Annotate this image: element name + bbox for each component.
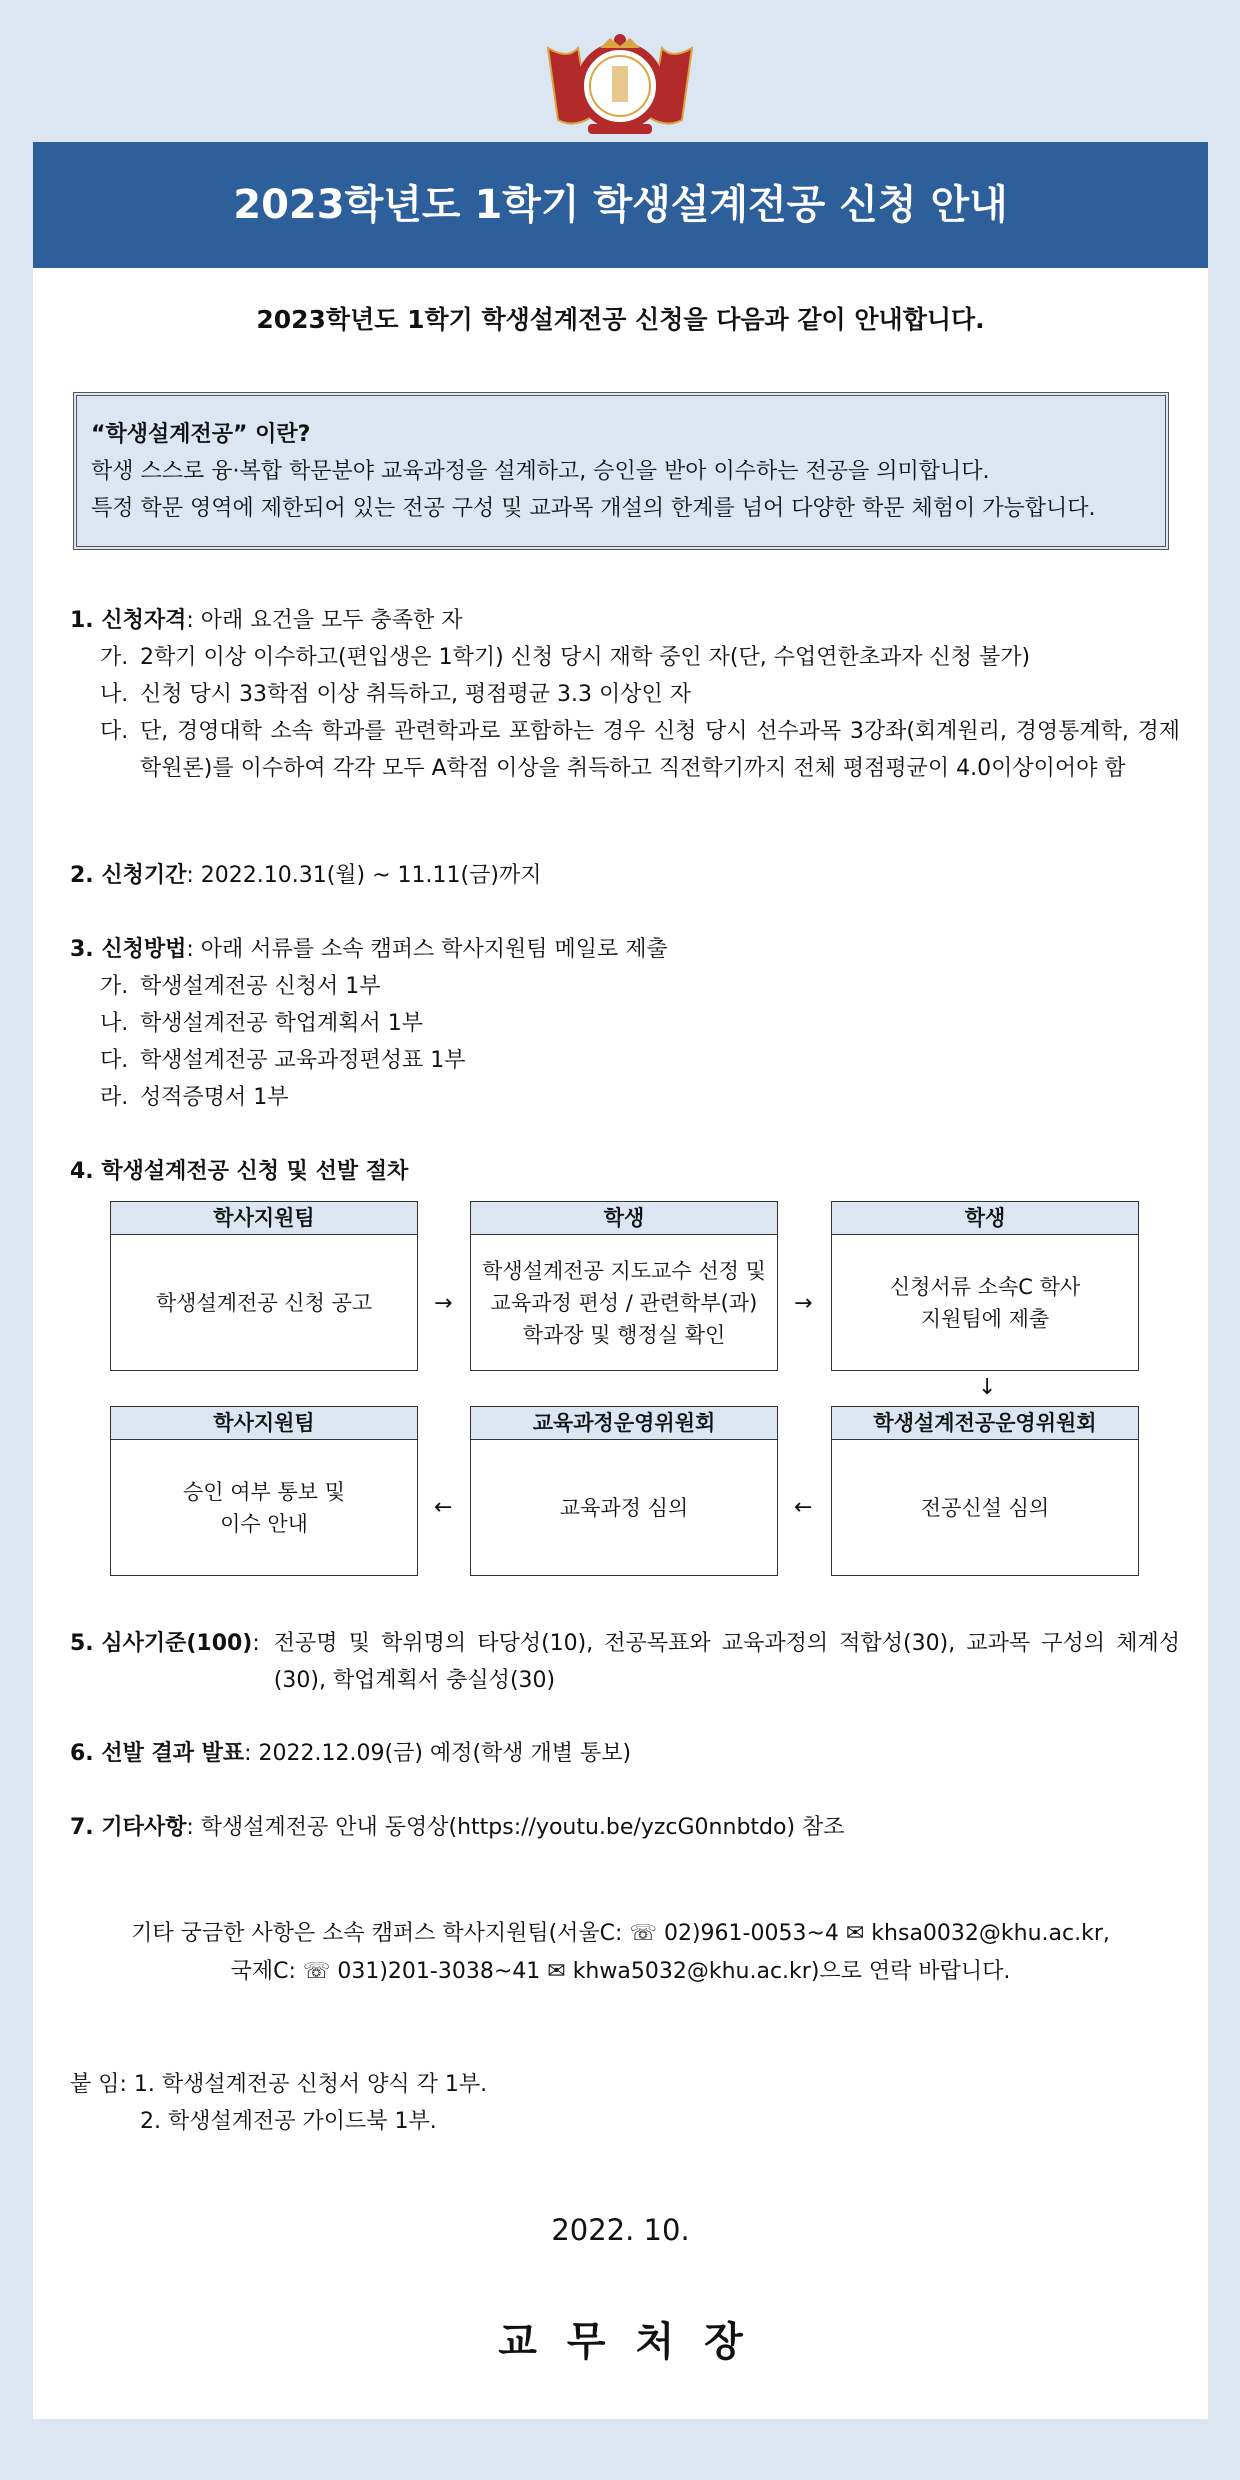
page-title: 2023학년도 1학기 학생설계전공 신청 안내 [33, 142, 1208, 268]
flow-step-curriculum [470, 1406, 778, 1576]
arrow-down-icon: ↓ [978, 1375, 997, 1400]
section-title: 2. 신청기간 [70, 863, 187, 888]
list-item [70, 1042, 1180, 1079]
flow-step-body: 승인 여부 통보 및 이수 안내 [182, 1480, 346, 1536]
issue-date: 2022. 10. [551, 2213, 690, 2247]
section-eligibility [70, 602, 1180, 787]
flow-step-head: 학생 [471, 1202, 777, 1235]
list-item [70, 713, 1180, 787]
flow-step-head: 학생 [832, 1202, 1138, 1235]
section-results [70, 1735, 1180, 1772]
definition-question: “학생설계전공” 이란? [91, 422, 311, 447]
arrow-right-icon: → [434, 1291, 453, 1316]
flow-step-body: 교육과정 심의 [559, 1496, 689, 1520]
university-emblem [528, 30, 712, 138]
item-text: 신청 당시 33학점 이상 취득하고, 평점평균 3.3 이상인 자 [140, 682, 691, 707]
section-text: : 아래 요건을 모두 충족한 자 [186, 608, 463, 633]
item-text: 학생설계전공 교육과정편성표 1부 [140, 1048, 466, 1073]
flow-step-announce [110, 1201, 418, 1371]
flow-step-body: 신청서류 소속C 학사지원팀에 제출 [889, 1275, 1081, 1331]
item-mark: 나. [100, 682, 129, 707]
flow-step-head: 학사지원팀 [111, 1202, 417, 1235]
section-text: : 2022.12.09(금) 예정(학생 개별 통보) [244, 1741, 632, 1766]
section-title: 4. 학생설계전공 신청 및 선발 절차 [70, 1159, 409, 1184]
section-period [70, 857, 1180, 894]
contact-line: 기타 궁금한 사항은 소속 캠퍼스 학사지원팀(서울C: ☏ 02)961-0053~4 ✉ khsa0032@khu.ac.kr, [131, 1921, 1110, 1946]
item-mark: 가. [100, 645, 129, 670]
item-text: 성적증명서 1부 [140, 1085, 289, 1110]
list-item [70, 676, 1180, 713]
section-process [70, 1153, 1180, 1190]
section-title: 3. 신청방법 [70, 937, 187, 962]
flow-step-approval [110, 1406, 418, 1576]
item-mark: 다. [100, 719, 129, 744]
flow-step-body: 전공신설 심의 [920, 1496, 1050, 1520]
flow-step-head: 교육과정운영위원회 [471, 1407, 777, 1440]
attachment-item: 2. 학생설계전공 가이드북 1부. [140, 2109, 437, 2134]
flow-step-head: 학사지원팀 [111, 1407, 417, 1440]
arrow-left-icon: ← [794, 1495, 813, 1520]
section-text: : 학생설계전공 안내 동영상(https://youtu.be/yzcG0nnbtdo) 참조 [186, 1815, 845, 1840]
list-item [70, 639, 1180, 676]
item-mark: 다. [100, 1048, 129, 1073]
section-text: 전공명 및 학위명의 타당성(10), 전공목표와 교육과정의 적합성(30), 교과목 구성의 체계성(30), 학업계획서 충실성(30) [273, 1631, 1180, 1693]
item-mark: 가. [100, 974, 129, 999]
item-text: 단, 경영대학 소속 학과를 관련학과로 포함하는 경우 신청 당시 선수과목 3강좌(회계원리, 경영통계학, 경제학원론)를 이수하여 각각 모두 A학점 이상을 취득하고 직전학기까지 전체 평점평균이 4.0이상이어야 함 [140, 719, 1180, 781]
item-text: 2학기 이상 이수하고(편입생은 1학기) 신청 당시 재학 중인 자(단, 수업연한초과자 신청 불가) [140, 645, 1031, 670]
arrow-right-icon: → [794, 1291, 813, 1316]
section-criteria: 5. 심사기준(100) : 전공명 및 학위명의 타당성(10), 전공목표와 교육과정의 적합성(30), 교과목 구성의 체계성(30), 학업계획서 충실성(30) [70, 1625, 1180, 1699]
definition-line: 학생 스스로 융·복합 학문분야 교육과정을 설계하고, 승인을 받아 이수하는 전공을 의미합니다. [91, 459, 990, 484]
flow-step-design [470, 1201, 778, 1371]
section-title: 1. 신청자격 [70, 608, 187, 633]
list-item [70, 1005, 1180, 1042]
arrow-left-icon: ← [434, 1495, 453, 1520]
flow-step-body: 학생설계전공 신청 공고 [155, 1291, 373, 1315]
item-text: 학생설계전공 신청서 1부 [140, 974, 381, 999]
section-title: 6. 선발 결과 발표 [70, 1741, 245, 1766]
flow-step-head: 학생설계전공운영위원회 [832, 1407, 1138, 1440]
list-item [70, 968, 1180, 1005]
list-item [70, 1079, 1180, 1116]
definition-line: 특정 학문 영역에 제한되어 있는 전공 구성 및 교과목 개설의 한계를 넘어 다양한 학문 체험이 가능합니다. [91, 496, 1096, 521]
section-misc [70, 1809, 1180, 1846]
contact-line: 국제C: ☏ 031)201-3038~41 ✉ khwa5032@khu.ac.kr)으로 연락 바랍니다. [230, 1959, 1011, 1984]
flow-step-committee [831, 1406, 1139, 1576]
flow-step-submit [831, 1201, 1139, 1371]
item-text: 학생설계전공 학업계획서 1부 [140, 1011, 424, 1036]
section-title: 7. 기타사항 [70, 1815, 187, 1840]
item-mark: 나. [100, 1011, 129, 1036]
section-method [70, 931, 1180, 1116]
section-title: 5. 심사기준(100) [70, 1631, 253, 1656]
item-mark: 라. [100, 1085, 129, 1110]
intro-text: 2023학년도 1학기 학생설계전공 신청을 다음과 같이 안내합니다. [256, 305, 985, 334]
section-text: : 2022.10.31(월) ~ 11.11(금)까지 [186, 863, 542, 888]
issuer-signature: 교무처장 [498, 2319, 773, 2365]
flow-step-body: 학생설계전공 지도교수 선정 및 교육과정 편성 / 관련학부(과) 학과장 및 행정실 확인 [482, 1259, 766, 1347]
section-text: : 아래 서류를 소속 캠퍼스 학사지원팀 메일로 제출 [186, 937, 668, 962]
contact-info [33, 1915, 1208, 1991]
attachments [70, 2066, 487, 2140]
definition-box [73, 392, 1169, 550]
attachments-label: 붙 임: [70, 2072, 127, 2097]
attachment-item: 1. 학생설계전공 신청서 양식 각 1부. [133, 2072, 488, 2097]
